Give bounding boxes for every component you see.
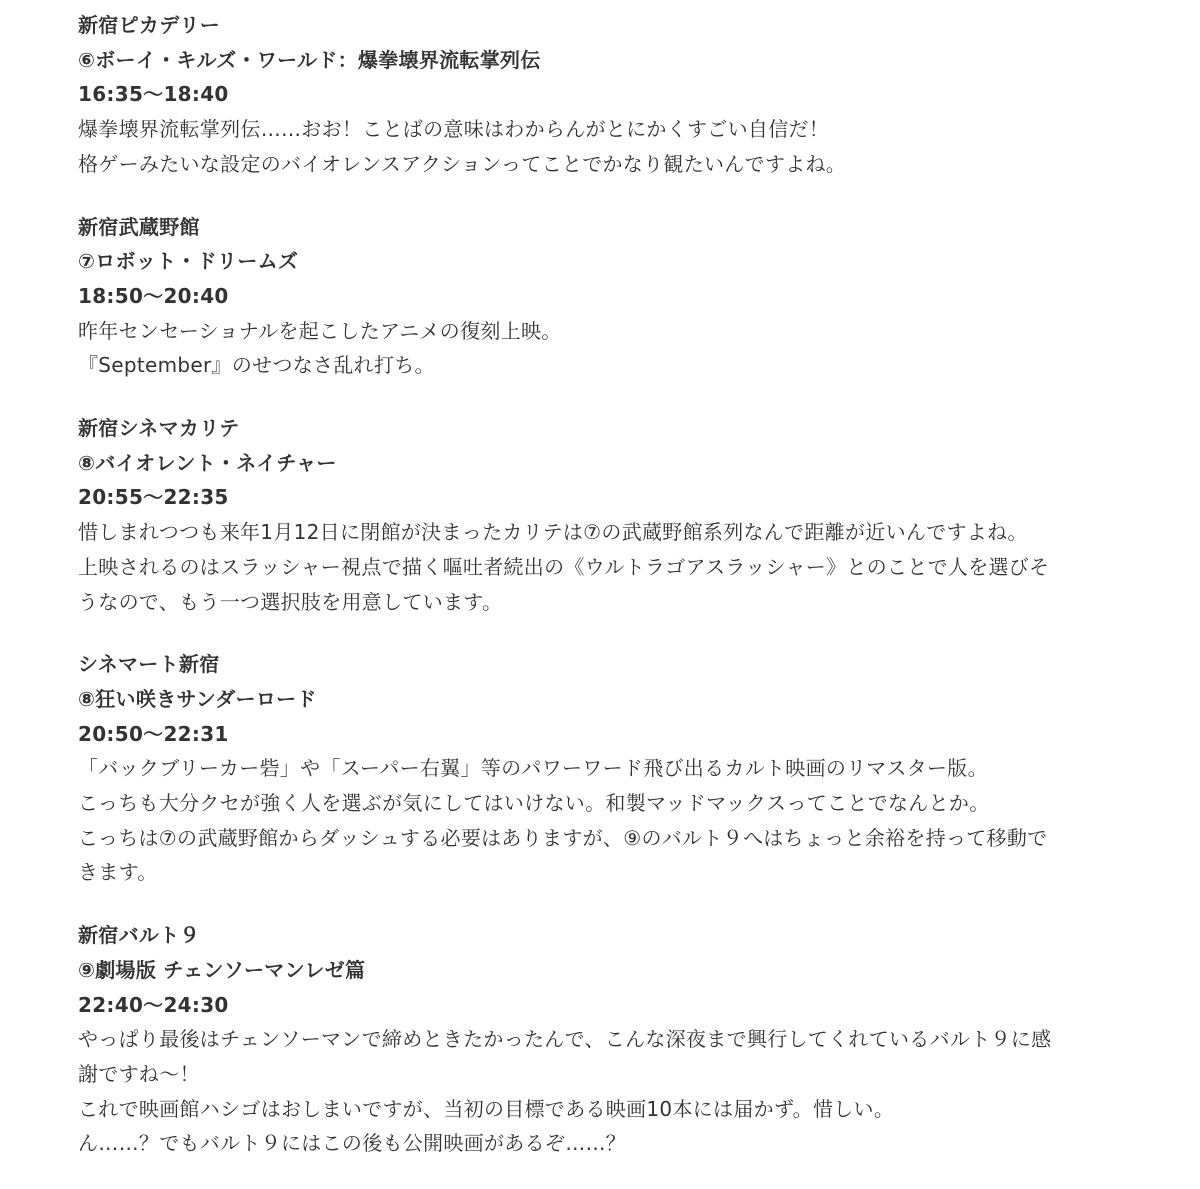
theater-name: 新宿バルト９ (78, 923, 200, 948)
film-title: ⑨劇場版 チェンソーマンレゼ篇 (78, 957, 366, 982)
description-line: こっちも大分クセが強く人を選ぶが気にしてはいけない。和製マッドマックスってことでなんとか。 (78, 791, 990, 816)
theater-name: 新宿シネマカリテ (78, 416, 240, 441)
schedule-entry-piccadilly (78, 8, 1128, 182)
showtime: 20:55～22:35 (78, 485, 229, 510)
description-line: こっちは⑦の武蔵野館からダッシュする必要はありますが、⑨のバルト９へはちょっと余裕を持って移動で (78, 825, 1048, 850)
schedule-entry-musashinokan (78, 210, 1128, 384)
theater-name: 新宿武蔵野館 (78, 214, 200, 239)
film-title: ⑧狂い咲きサンダーロード (78, 686, 317, 711)
description-line: 惜しまれつつも来年1月12日に閉館が決まったカリテは⑦の武蔵野館系列なんで距離が近いんですよね。 (78, 520, 1028, 545)
description-line: うなので、もう一つ選択肢を用意しています。 (78, 589, 503, 614)
theater-name: 新宿ピカデリー (78, 13, 221, 37)
description-line: やっぱり最後はチェンソーマンで締めときたかったんで、こんな深夜まで興行してくれているバルト９に感 (78, 1027, 1052, 1052)
showtime: 22:40～24:30 (78, 992, 229, 1017)
description-line: 爆拳壊界流転掌列伝……おお！ことばの意味はわからんがとにかくすごい自信だ！ (78, 117, 830, 142)
film-title: ⑦ロボット・ドリームズ (78, 249, 299, 274)
showtime: 16:35～18:40 (78, 82, 229, 107)
article-content (78, 8, 1128, 1189)
film-title: ⑥ボーイ・キルズ・ワールド：爆拳壊界流転掌列伝 (78, 47, 541, 72)
description-line: 昨年センセーショナルを起こしたアニメの復刻上映。 (78, 318, 562, 343)
schedule-entry-cinemacarite (78, 411, 1128, 619)
description-line: 謝ですね～！ (78, 1061, 200, 1086)
schedule-entry-cinemart (78, 647, 1128, 890)
schedule-entry-balt9 (78, 918, 1128, 1161)
description-line: 格ゲーみたいな設定のバイオレンスアクションってことでかなり観たいんですよね。 (78, 151, 847, 176)
description-line: 「バックブリーカー砦」や「スーパー右翼」等のパワーワード飛び出るカルト映画のリマスター版。 (78, 756, 988, 781)
description-line: これで映画館ハシゴはおしまいですが、当初の目標である映画10本には届かず。惜しい。 (78, 1096, 895, 1121)
description-line: ん……？でもバルト９にはこの後も公開映画があるぞ……？ (78, 1131, 627, 1156)
film-title: ⑧バイオレント・ネイチャー (78, 450, 337, 475)
showtime: 20:50～22:31 (78, 721, 229, 746)
description-line: 上映されるのはスラッシャー視点で描く嘔吐者続出の《ウルトラゴアスラッシャー》とのことで人を選びそ (78, 554, 1050, 579)
description-line: きます。 (78, 860, 158, 885)
theater-name: シネマート新宿 (78, 652, 220, 677)
description-line: 『September』のせつなさ乱れ打ち。 (78, 353, 435, 378)
showtime: 18:50～20:40 (78, 283, 229, 308)
